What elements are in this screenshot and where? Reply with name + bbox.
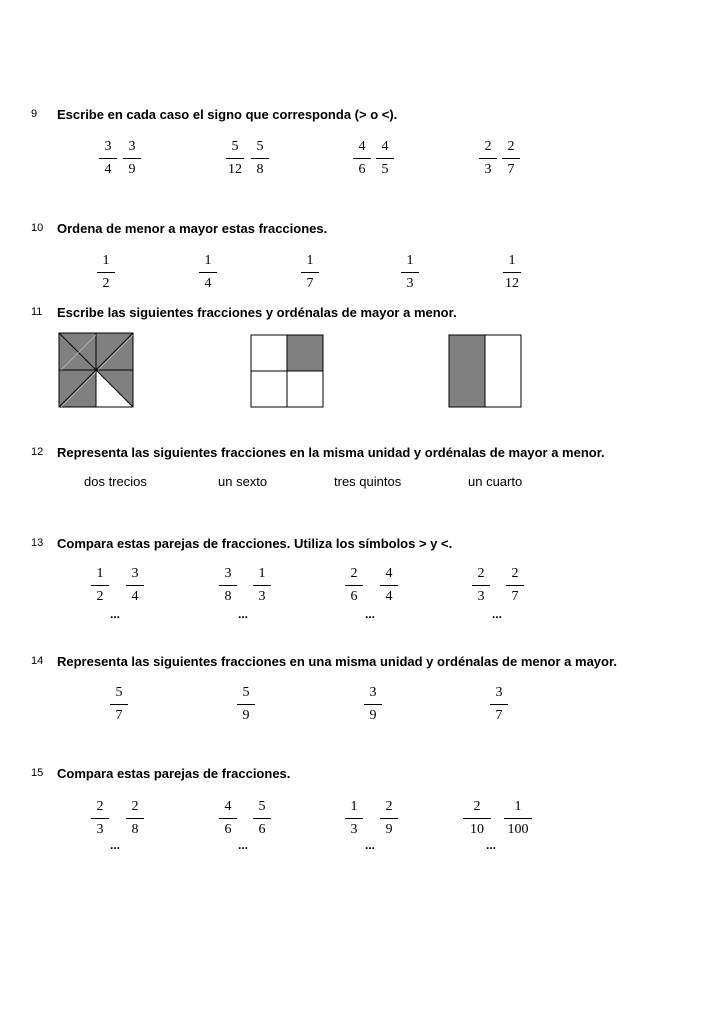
fraction: 1 2 [93, 253, 119, 292]
fraction-word: tres quintos [334, 474, 402, 489]
answer-placeholder: ... [492, 607, 503, 621]
fraction: 1 3 [249, 566, 275, 605]
fraction: 1 2 [87, 566, 113, 605]
answer-placeholder: ... [110, 838, 121, 852]
question-10-number: 10 [31, 222, 44, 234]
fraction: 5 6 [249, 799, 275, 838]
question-15-number: 15 [31, 767, 44, 779]
question-13-text: Compara estas parejas de fracciones. Utiliza los símbolos > y <. [57, 536, 453, 551]
answer-placeholder: ... [365, 607, 376, 621]
fraction: 1 3 [397, 253, 423, 292]
answer-placeholder: ... [238, 607, 249, 621]
fraction: 3 9 [360, 685, 386, 724]
question-14-text: Representa las siguientes fracciones en una misma unidad y ordénalas de menor a mayor. [57, 654, 617, 669]
fraction: 2 3 [475, 139, 501, 178]
answer-placeholder: ... [110, 607, 121, 621]
fraction: 5 12 [228, 139, 242, 177]
question-14-number: 14 [31, 655, 44, 667]
fraction: 1 3 [341, 799, 367, 838]
fraction: 1 4 [195, 253, 221, 292]
answer-placeholder: ... [365, 838, 376, 852]
fraction: 2 9 [376, 799, 402, 838]
question-12-number: 12 [31, 446, 44, 458]
question-15-text: Compara estas parejas de fracciones. [57, 766, 291, 781]
fraction: 2 8 [122, 799, 148, 838]
question-13-number: 13 [31, 537, 44, 549]
fraction-word: un cuarto [468, 474, 523, 489]
fraction: 2 3 [468, 566, 494, 605]
fraction: 4 5 [372, 139, 398, 178]
fraction: 3 4 [95, 139, 121, 178]
fraction: 2 3 [87, 799, 113, 838]
question-11-text: Escribe las siguientes fracciones y ordénalas de mayor a menor. [57, 305, 457, 320]
fraction: 3 9 [119, 139, 145, 178]
question-9-number: 9 [31, 108, 38, 120]
question-9-text: Escribe en cada caso el signo que corresponda (> o <). [57, 107, 398, 122]
fraction-figure-diagonal-square [58, 332, 134, 408]
fraction-word: dos trecios [84, 474, 147, 489]
answer-placeholder: ... [238, 838, 249, 852]
question-10-text: Ordena de menor a mayor estas fracciones. [57, 221, 328, 236]
fraction: 4 6 [215, 799, 241, 838]
fraction: 3 8 [215, 566, 241, 605]
question-11-number: 11 [31, 306, 43, 318]
fraction: 3 4 [122, 566, 148, 605]
fraction-word: un sexto [218, 474, 268, 489]
fraction-figure-half-square [448, 334, 522, 408]
fraction: 5 9 [233, 685, 259, 724]
fraction: 2 7 [498, 139, 524, 178]
fraction-figure-four-squares [250, 334, 324, 408]
fraction: 5 8 [247, 139, 273, 178]
fraction: 2 7 [502, 566, 528, 605]
fraction: 1 7 [297, 253, 323, 292]
fraction: 5 7 [106, 685, 132, 724]
fraction: 2 6 [341, 566, 367, 605]
answer-placeholder: ... [486, 838, 497, 852]
fraction: 4 4 [376, 566, 402, 605]
fraction: 4 6 [349, 139, 375, 178]
fraction: 1 12 [505, 253, 519, 291]
fraction: 1 100 [500, 799, 536, 838]
question-12-text: Representa las siguientes fracciones en la misma unidad y ordénalas de mayor a menor. [57, 445, 605, 460]
fraction: 2 10 [459, 799, 495, 838]
fraction: 3 7 [486, 685, 512, 724]
